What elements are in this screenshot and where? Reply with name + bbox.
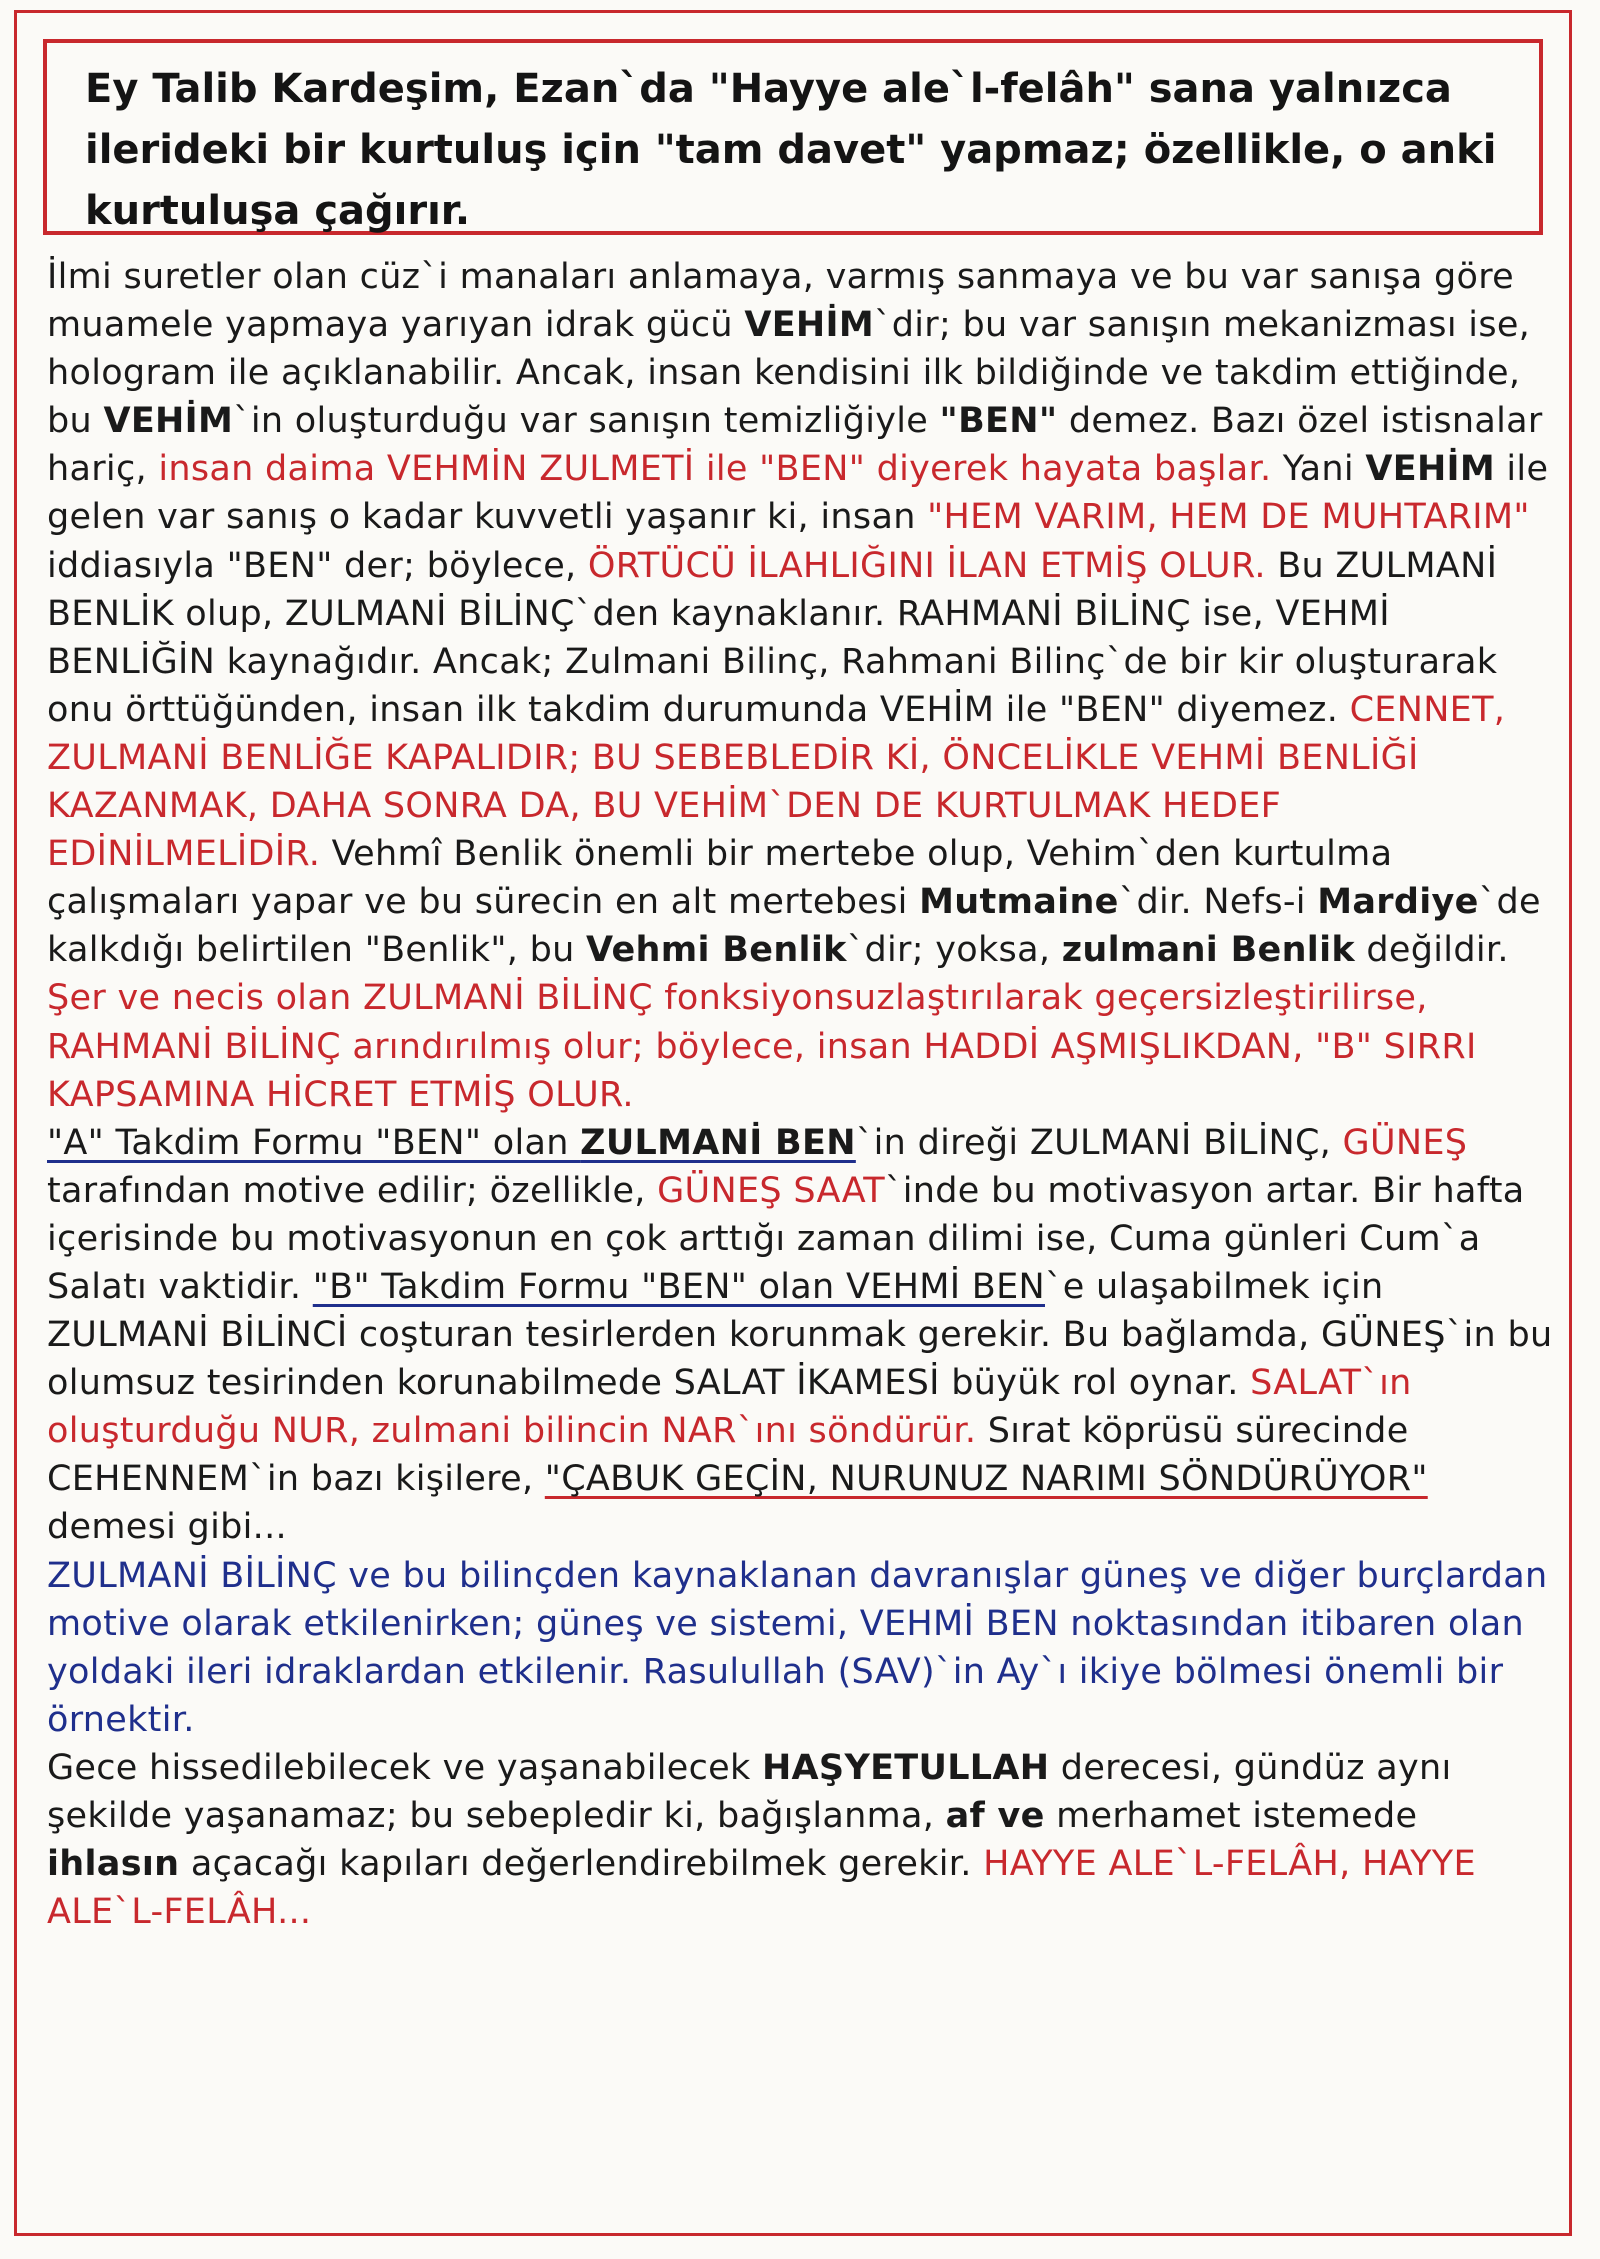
body-text xyxy=(47,253,1555,1936)
red-text-segment: "HEM VARIM, HEM DE MUHTARIM" xyxy=(927,497,1530,538)
text-segment: `de kalkdığı belirtilen "Benlik", bu xyxy=(47,882,1541,971)
text-segment: `in direği ZULMANİ BİLİNÇ, xyxy=(855,1122,1343,1163)
text-segment: Vehmî Benlik önemli bir mertebe olup, Vehim`den kurtulma çalışmaları yapar ve bu sürecin en alt mertebesi xyxy=(47,834,1393,923)
red-text-segment: GÜNEŞ SAAT xyxy=(657,1170,885,1211)
red-text-segment: CENNET, ZULMANİ BENLİĞE KAPALIDIR; BU SEBEBLEDİR Kİ, ÖNCELİKLE VEHMİ BENLİĞİ KAZANMAK, DAHA SONRA DA, BU VEHİM`DEN DE KURTULMAK HEDEF EDİNİLMELİDİR. xyxy=(47,689,1506,875)
text-segment: tarafından motive edilir; özellikle, xyxy=(47,1170,658,1211)
text-segment: demez. Bazı özel istisnalar hariç, xyxy=(47,401,1543,490)
text-segment: Sırat köprüsü sürecinde CEHENNEM`in bazı kişilere, xyxy=(47,1411,1409,1500)
red-text-segment: insan daima VEHMİN ZULMETİ ile "BEN" diyerek hayata başlar. xyxy=(158,449,1272,490)
text-segment: `e ulaşabilmek için ZULMANİ BİLİNCİ coşturan tesirlerden korunmak gerekir. Bu bağlamda, GÜNEŞ`in bu olumsuz tesirinden korunabilmede SALAT İKAMESİ büyük rol oynar. xyxy=(47,1266,1553,1404)
text-segment: `dir; yoksa, xyxy=(846,930,1062,971)
text-segment: VEHİM xyxy=(103,401,234,442)
red-text-segment: ÖRTÜCÜ İLAHLIĞINI İLAN ETMİŞ OLUR. xyxy=(587,545,1266,586)
red-text-segment: GÜNEŞ xyxy=(1342,1122,1468,1163)
red-text-segment: HAYYE ALE`L-FELÂH, HAYYE ALE`L-FELÂH... xyxy=(47,1844,1476,1933)
text-segment: `inde bu motivasyon artar. Bir hafta içerisinde bu motivasyonun en çok arttığı zaman dilimi ise, Cuma günleri Cum`a Salatı vaktidir. xyxy=(47,1170,1525,1307)
title-box xyxy=(43,39,1543,235)
text-segment: ihlasın xyxy=(47,1844,180,1885)
text-segment: Vehmi Benlik xyxy=(586,930,847,971)
red-text-segment: SALAT`ın oluşturduğu NUR, zulmani bilincin NAR`ını söndürür. xyxy=(47,1363,1412,1452)
text-segment: İlmi suretler olan cüz`i manaları anlamaya, varmış sanmaya ve bu var sanışa göre muamele yapmaya yarıyan idrak gücü xyxy=(47,257,1514,346)
red-text-segment: Şer ve necis olan ZULMANİ BİLİNÇ fonksiyonsuzlaştırılarak geçersizleştirilirse, RAHMANİ BİLİNÇ arındırılmış olur; böylece, insan HADDİ AŞMIŞLIKDAN, "B" SIRRI KAPSAMINA HİCRET ETMİŞ OLUR. xyxy=(47,978,1477,1115)
title-text: Ey Talib Kardeşim, Ezan`da "Hayye ale`l-felâh" sana yalnızca ilerideki bir kurtuluş için "tam davet" yapmaz; özellikle, o anki kurtuluşa çağırır. xyxy=(85,66,1497,234)
text-segment: demesi gibi... xyxy=(47,1507,287,1548)
text-segment: Mardiye xyxy=(1317,882,1479,923)
page-frame xyxy=(14,10,1572,2236)
text-segment: zulmani Benlik xyxy=(1061,930,1355,971)
text-segment: VEHİM xyxy=(744,305,874,346)
blue-text-segment: ZULMANİ BİLİNÇ ve bu bilinçden kaynaklanan davranışlar güneş ve diğer burçlardan motive olarak etkilenirken; güneş ve sistemi, VEHMİ BEN noktasından itibaren olan yoldaki ileri idraklardan etkilenir. Rasulullah (SAV)`in Ay`ı ikiye bölmesi önemli bir örnektir. xyxy=(47,1555,1548,1740)
text-segment: `dir; bu var sanışın mekanizması ise, hologram ile açıklanabilir. Ancak, insan kendisini ilk bildiğinde ve takdim ettiğinde, bu xyxy=(47,305,1531,442)
text-segment: af ve xyxy=(945,1796,1045,1836)
text-segment: merhamet istemede xyxy=(1044,1796,1418,1836)
underlined-segment: "B" Takdim Formu "BEN" olan VEHMİ BEN xyxy=(312,1266,1045,1307)
text-segment: `in oluşturduğu var sanışın temizliğiyle xyxy=(233,401,940,442)
text-segment: Bu ZULMANİ BENLİK olup, ZULMANİ BİLİNÇ`den kaynaklanır. RAHMANİ BİLİNÇ ise, VEHMİ BENLİĞİN kaynağıdır. Ancak; Zulmani Bilinç, Rahmani Bilinç`de bir kir oluşturarak onu örttüğünden, insan ilk takdim durumunda VEHİM ile "BEN" diyemez. xyxy=(47,545,1498,730)
underlined-segment: "ÇABUK GEÇİN, NURUNUZ NARIMI SÖNDÜRÜYOR" xyxy=(544,1459,1428,1500)
text-segment: VEHİM xyxy=(1365,449,1495,490)
underlined-segment: ZULMANİ BEN xyxy=(580,1122,856,1163)
text-segment: "BEN" xyxy=(939,401,1058,442)
text-segment: derecesi, gündüz aynı şekilde yaşanamaz; bu sebepledir ki, bağışlanma, xyxy=(47,1747,1452,1836)
underlined-segment: "A" Takdim Formu "BEN" olan xyxy=(47,1122,581,1163)
text-segment: iddiasıyla "BEN" der; böylece, xyxy=(47,545,588,586)
text-segment: açacağı kapıları değerlendirebilmek gerekir. xyxy=(179,1844,984,1885)
text-segment: Mutmaine xyxy=(919,882,1119,923)
text-segment: değildir. xyxy=(1354,930,1509,971)
text-segment: ile gelen var sanış o kadar kuvvetli yaşanır ki, insan xyxy=(47,449,1549,538)
text-segment: `dir. Nefs-i xyxy=(1118,882,1318,923)
text-segment: HAŞYETULLAH xyxy=(761,1747,1050,1788)
text-segment: Gece hissedilebilecek ve yaşanabilecek xyxy=(47,1747,762,1788)
text-segment: Yani xyxy=(1271,449,1366,490)
